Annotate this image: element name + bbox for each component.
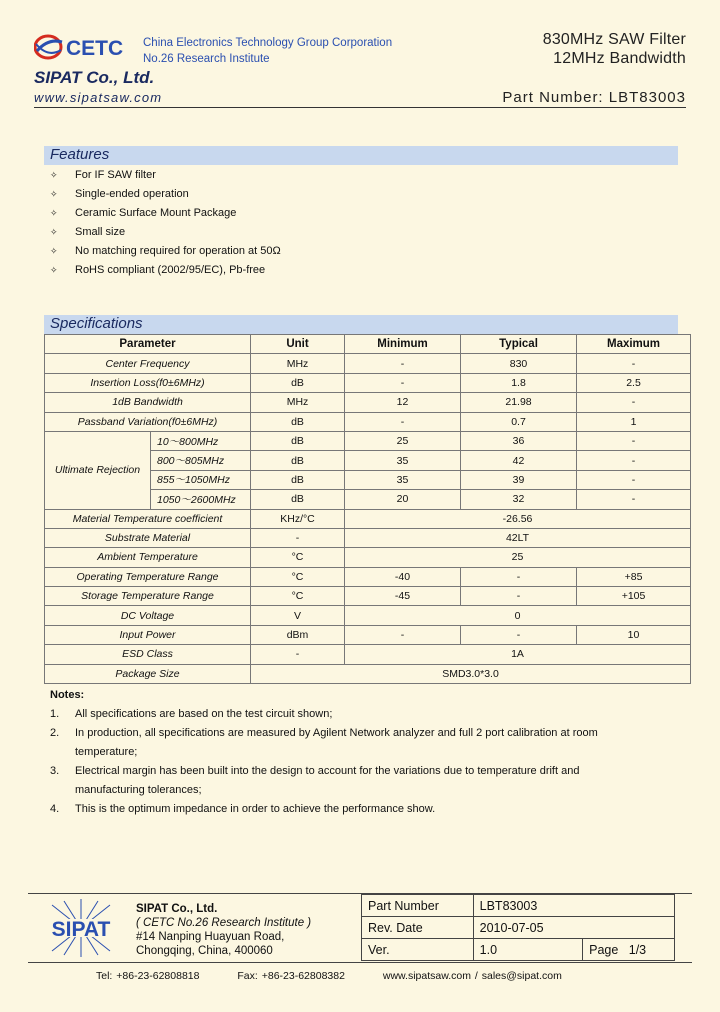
table-row: 1050～2600MHz dB 20 32 - — [45, 490, 691, 509]
cetc-swoosh-icon — [35, 36, 62, 58]
table-row: Ambient Temperature °C 25 — [45, 548, 691, 567]
sipat-logo-text: SIPAT — [51, 918, 111, 941]
table-row: ESD Class - 1A — [45, 645, 691, 664]
notes-section — [50, 686, 650, 819]
footer-company-name: SIPAT Co., Ltd. — [136, 903, 218, 915]
table-row: Material Temperature coefficient KHz/°C -26.56 — [45, 509, 691, 528]
table-row: Substrate Material - 42LT — [45, 528, 691, 547]
cetc-logo-text: CETC — [66, 37, 124, 60]
table-header-row — [45, 335, 691, 354]
note-item: 4. This is the optimum impedance in order to achieve the performance show. — [50, 803, 436, 815]
table-row: Storage Temperature Range °C -45 - +105 — [45, 587, 691, 606]
table-row: 1dB Bandwidth MHz 12 21.98 - — [45, 393, 691, 412]
table-row: Package Size SMD3.0*3.0 — [45, 664, 691, 683]
part-number-header: Part Number: LBT83003 — [502, 89, 686, 106]
footer-divider-bottom — [28, 962, 692, 963]
diamond-bullet-icon: ✧ — [50, 208, 58, 218]
diamond-bullet-icon: ✧ — [50, 265, 58, 275]
table-row: 855～1050MHz dB 35 39 - — [45, 470, 691, 489]
table-row: 800～805MHz dB 35 42 - — [45, 451, 691, 470]
cetc-logo — [34, 30, 130, 64]
part-number-label: Part Number — [362, 895, 474, 917]
header-maximum: Maximum — [577, 335, 691, 354]
product-line-2: 12MHz Bandwidth — [553, 50, 686, 67]
table-row: Insertion Loss(f0±6MHz) dB - 1.8 2.5 — [45, 373, 691, 392]
feature-item: ✧ No matching required for operation at 50Ω — [50, 242, 281, 261]
footer-company-info — [136, 902, 311, 958]
specifications-title: Specifications — [50, 315, 143, 332]
footer-address-2: Chongqing, China, 400060 — [136, 945, 273, 957]
notes-title: Notes: — [50, 689, 85, 701]
diamond-bullet-icon: ✧ — [50, 246, 58, 256]
specifications-table — [44, 334, 691, 684]
diamond-bullet-icon: ✧ — [50, 189, 58, 199]
diamond-bullet-icon: ✧ — [50, 170, 58, 180]
page-indicator: Page 1/3 — [583, 939, 675, 961]
org-line-2: No.26 Research Institute — [143, 53, 270, 65]
rev-date-value: 2010-07-05 — [473, 917, 674, 939]
document-info-table — [361, 894, 675, 961]
sipat-logo — [32, 897, 130, 959]
header-divider — [34, 107, 686, 108]
company-name: SIPAT Co., Ltd. — [34, 68, 155, 87]
table-row: Center Frequency MHz - 830 - — [45, 354, 691, 373]
header-unit: Unit — [251, 335, 345, 354]
feature-item: ✧ RoHS compliant (2002/95/EC), Pb-free — [50, 261, 281, 280]
table-row: Passband Variation(f0±6MHz) dB - 0.7 1 — [45, 412, 691, 431]
org-line-1: China Electronics Technology Group Corporation — [143, 37, 393, 49]
table-row: Input Power dBm - - 10 — [45, 625, 691, 644]
note-item: 1. All specifications are based on the test circuit shown; — [50, 708, 333, 720]
header-parameter: Parameter — [45, 335, 251, 354]
features-section-bar — [44, 146, 678, 165]
table-row: Ultimate Rejection 10～800MHz dB 25 36 - — [45, 431, 691, 450]
version-value: 1.0 — [473, 939, 582, 961]
note-item: 2. In production, all specifications are measured by Agilent Network analyzer and full 2 port calibration at room temperature; — [50, 727, 598, 758]
header-typical: Typical — [461, 335, 577, 354]
table-row — [362, 939, 675, 961]
ultimate-rejection-label: Ultimate Rejection — [45, 431, 151, 509]
footer-web-email[interactable]: www.sipatsaw.com / sales@sipat.com — [382, 970, 562, 982]
footer-fax: Fax: +86-23-62808382 — [237, 970, 345, 982]
table-row — [362, 917, 675, 939]
footer-institute: ( CETC No.26 Research Institute ) — [136, 917, 312, 929]
part-number-value: LBT83003 — [473, 895, 674, 917]
diamond-bullet-icon: ✧ — [50, 227, 58, 237]
features-title: Features — [50, 146, 110, 163]
organization-name — [143, 35, 392, 67]
feature-item: ✧ For IF SAW filter — [50, 166, 281, 185]
features-list — [50, 166, 281, 280]
footer-tel: Tel: +86-23-62808818 — [96, 970, 200, 982]
table-row — [362, 895, 675, 917]
footer-address-1: #14 Nanping Huayuan Road, — [136, 931, 285, 943]
version-label: Ver. — [362, 939, 474, 961]
product-title — [543, 30, 686, 68]
website-link[interactable]: www.sipatsaw.com — [34, 90, 163, 105]
footer-contact — [96, 970, 562, 982]
header-minimum: Minimum — [345, 335, 461, 354]
product-line-1: 830MHz SAW Filter — [542, 31, 686, 48]
feature-item: ✧ Ceramic Surface Mount Package — [50, 204, 281, 223]
table-row: DC Voltage V 0 — [45, 606, 691, 625]
table-row: Operating Temperature Range °C -40 - +85 — [45, 567, 691, 586]
rev-date-label: Rev. Date — [362, 917, 474, 939]
feature-item: ✧ Single-ended operation — [50, 185, 281, 204]
feature-item: ✧ Small size — [50, 223, 281, 242]
note-item: 3. Electrical margin has been built into the design to account for the variations due to temperature drift and manufacturing tolerances; — [50, 765, 580, 796]
specifications-section-bar — [44, 315, 678, 334]
